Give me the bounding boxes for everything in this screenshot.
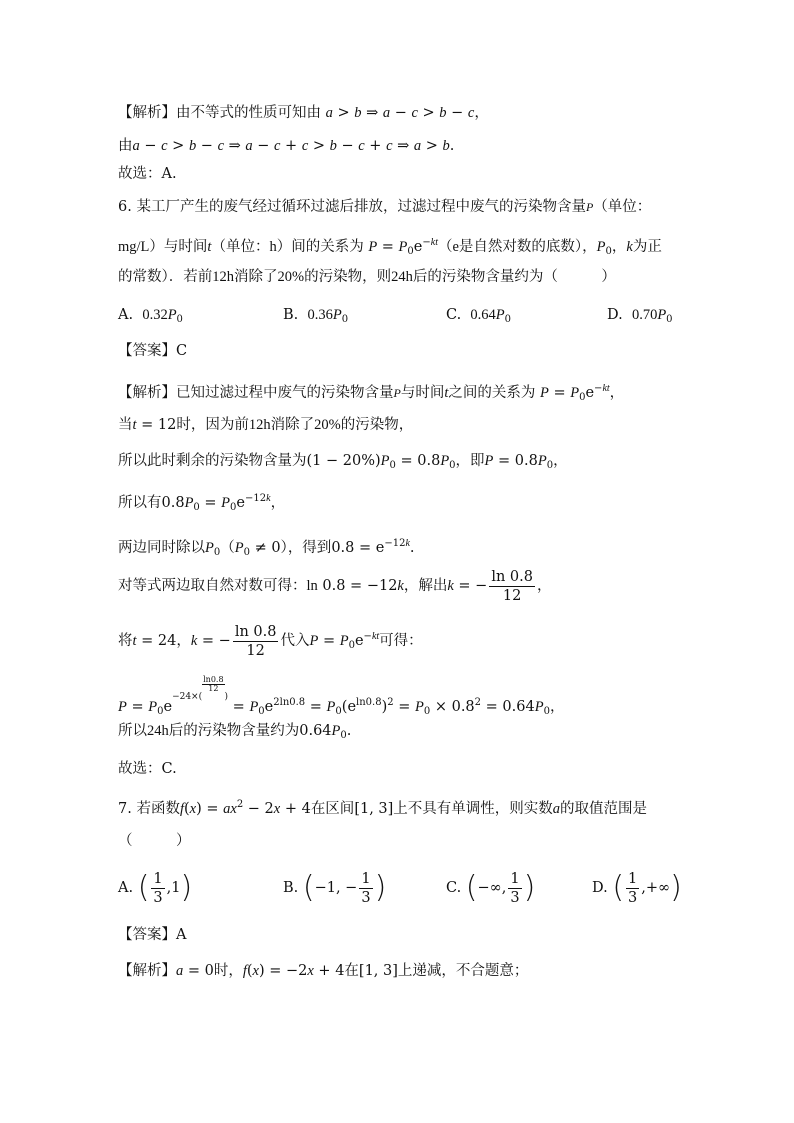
- q6-analysis-line-5: 两边同时除以$P_0(P_0 \ne 0)$，得到$0.8 = e^{-12k}$.: [118, 538, 415, 558]
- q6-final-answer: 故选：C.: [118, 761, 177, 777]
- q6-option-c[interactable]: C. $0.64P_0$: [446, 307, 512, 325]
- q7-stem-line-1: 7. 若函数$f(x) = ax^2 - 2x + 4$在区间[1, 3]上不具有单调性，则实数a的取值范围是: [118, 799, 648, 817]
- q6-analysis-line-4: 所以有$0.8P_0 = P_0e^{-12k}$，: [118, 493, 286, 513]
- q6-analysis-line-8: $P = P_0e-24\times$( $\frac{\ln 0.8}{12}$ ) = $P_0e^{2ln0.8} = P_0(e^{ln0.8})^2 = P_0 \times 0.8^2 = 0.64P_0$，: [118, 675, 565, 717]
- q6-analysis-line-2: 当t = 12时，因为前12h消除了20%的污染物，: [118, 417, 414, 433]
- q6-analysis-line-6: 对等式两边取自然对数可得：ln 0.8 = −12k，解出k = − $\frac{\ln 0.8}{12}$ ，: [118, 568, 552, 604]
- q6-analysis-line-9: 所以24h后的污染物含量约为$0.64P_0$.: [118, 723, 352, 741]
- q6-analysis-line-1: 【解析】已知过滤过程中废气的污染物含量P与时间t之间的关系为 $P = P_0e^{-kt}$，: [118, 383, 625, 403]
- q7-option-b[interactable]: B. (−1, − $\frac{1}{3}$ ): [283, 870, 387, 906]
- q6-stem-line-3: 的常数）．若前12h消除了20%的污染物，则24h后的污染物含量约为（ ）: [118, 269, 616, 285]
- q7-stem-line-2: （ ）: [118, 833, 191, 849]
- q5-analysis-line-1: 【解析】由不等式的性质可知由 a > b ⇒ a − c > b − c，: [118, 105, 489, 121]
- q6-stem-line-2: mg/L）与时间t（单位：h）间的关系为 $P = P_0e^{-kt}(e$是自然对数的底数），$P_0$，k为正: [118, 237, 662, 257]
- q7-analysis-line-1: 【解析】a = 0时，f(x) = −2x + 4在[1, 3]上递减，不合题意；: [118, 963, 529, 979]
- q6-analysis-line-7: 将t = 24，k = − $\frac{\ln 0.8}{12}$ 代入$P = P_0e^{-kt}$可得：: [118, 623, 423, 659]
- q6-answer: 【答案】C: [118, 343, 188, 359]
- q6-option-b[interactable]: B. $0.36P_0$: [283, 307, 349, 325]
- q5-answer: 故选：A.: [118, 166, 177, 182]
- q7-answer: 【答案】A: [118, 927, 187, 943]
- q5-analysis-line-2: 由a − c > b − c ⇒ a − c + c > b − c + c ⇒ a > b.: [118, 138, 455, 154]
- q7-option-a[interactable]: A. ( $\frac{1}{3}$ ,1): [118, 870, 193, 906]
- q6-analysis-line-3: 所以此时剩余的污染物含量为$(1 - 20\%)P_0 = 0.8P_0$，即$P = 0.8P_0$，: [118, 453, 568, 471]
- q6-stem-line-1: 6. 某工厂产生的废气经过循环过滤后排放，过滤过程中废气的污染物含量P（单位：: [118, 199, 652, 215]
- q7-option-c[interactable]: C. (−∞, $\frac{1}{3}$ ): [446, 870, 536, 906]
- q6-option-a[interactable]: A. $0.32P_0$: [118, 307, 183, 325]
- q6-option-d[interactable]: D. $0.70P_0$: [607, 307, 673, 325]
- q7-option-d[interactable]: D. ( $\frac{1}{3}$ ,+∞): [592, 870, 682, 906]
